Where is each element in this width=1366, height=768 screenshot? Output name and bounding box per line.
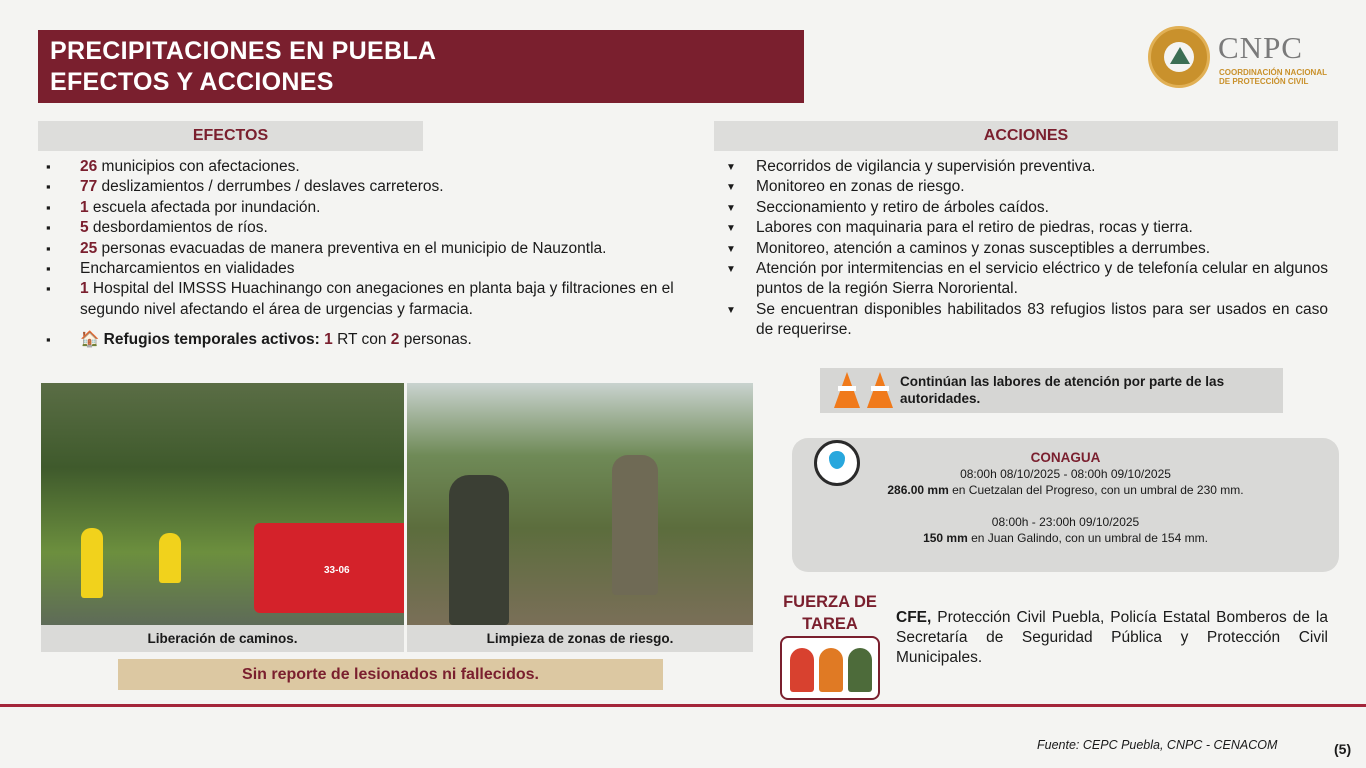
task-force-icon [780,636,880,700]
list-item [46,218,706,238]
conagua-value-1: 286.00 mm [887,483,949,497]
item-text: deslizamientos / derrumbes / deslaves carreteros. [97,178,444,196]
list-item: ▼ Atención por intermitencias en el servicio eléctrico y de telefonía celular en algunos puntos de la región Sierra Nororiental. [726,259,1328,300]
list-item [46,279,706,320]
fuerza-lead: CFE, [896,609,932,626]
item-number: 77 [80,178,98,196]
conagua-panel [792,438,1339,572]
conagua-period-1: 08:00h 08/10/2025 - 08:00h 09/10/2025 [960,467,1171,481]
item-number: 1 [80,198,89,216]
officer-figure [449,475,509,625]
fire-truck [254,523,404,613]
fuerza-title-line-1: FUERZA DE [783,593,877,611]
refugios-rt-text: RT con [332,331,391,349]
item-text: personas evacuadas de manera preventiva en el municipio de Nauzontla. [97,239,607,257]
soldier-icon [848,648,872,692]
acciones-header: ACCIONES [714,121,1338,151]
refugios-personas-number: 2 [390,331,400,349]
logo-subtitle-line-2: DE PROTECCIÓN CIVIL [1219,77,1309,86]
title-line-1: PRECIPITACIONES EN PUEBLA [50,37,437,65]
continuan-banner [820,368,1283,413]
water-drop-icon [814,440,860,486]
conagua-reading-2 [792,530,1339,546]
risk-zone-cleanup-photo [407,383,753,625]
photo-caption: Limpieza de zonas de riesgo. [407,625,753,652]
civil-protection-emblem-icon [1148,26,1210,88]
fuerza-title-line-2: TAREA [802,615,858,633]
fuerza-tarea-title [772,591,888,635]
road-clearing-photo [41,383,404,625]
conagua-value-2: 150 mm [923,531,968,545]
logo-subtitle-line-1: COORDINACIÓN NACIONAL [1219,68,1327,77]
page-number: (5) [1334,741,1352,757]
list-item: ▼ Se encuentran disponibles habilitados 83 refugios listos para ser usados en caso de requerirse. [726,300,1328,341]
logo-acronym: CNPC [1218,30,1303,65]
list-item: ▼ Recorridos de vigilancia y supervisión preventiva. [726,157,1328,177]
refugios-item [46,330,706,350]
list-item: ▼ Labores con maquinaria para el retiro de piedras, rocas y tierra. [726,218,1328,238]
list-item [46,239,706,259]
item-number: 1 [80,280,89,298]
list-item: ▼ Seccionamiento y retiro de árboles caídos. [726,198,1328,218]
footer-divider [0,704,1366,707]
cnpc-logo [1148,26,1348,90]
photo-caption: Liberación de caminos. [41,625,404,652]
rescuer-icon [819,648,843,692]
shelter-icon: 🏠 [80,331,100,349]
conagua-header: CONAGUA [1030,450,1101,465]
list-item [46,198,706,218]
refugios-rt-number: 1 [324,331,333,349]
item-text: municipios con afectaciones. [97,158,300,175]
item-number: 25 [80,239,98,257]
rescuer-figure [159,533,181,583]
conagua-text-2: en Juan Galindo, con un umbral de 154 mm. [967,531,1208,545]
title-line-2: EFECTOS Y ACCIONES [50,68,334,96]
refugios-label: Refugios temporales activos: [103,331,320,349]
sin-reporte-banner: Sin reporte de lesionados ni fallecidos. [118,659,663,690]
continuan-text: Continúan las labores de atención por parte de las autoridades. [900,374,1225,406]
item-number: 26 [80,158,98,175]
traffic-cone-icon [867,372,893,408]
photo-liberacion-caminos [41,383,404,652]
page-title [38,30,804,103]
traffic-cone-icon [834,372,860,408]
efectos-list [46,157,706,351]
list-item: ▼ Monitoreo en zonas de riesgo. [726,177,1328,197]
acciones-list [726,157,1328,341]
list-item [46,177,706,197]
conagua-text-1: en Cuetzalan del Progreso, con un umbral de 230 mm. [948,483,1244,497]
item-text: escuela afectada por inundación. [88,198,321,216]
item-text: Encharcamientos en vialidades [80,260,295,278]
item-number: 5 [80,219,89,237]
item-text: Hospital del IMSSS Huachinango con anegaciones en planta baja y filtraciones en el segundo nivel afectando el área de urgencias y farmacia. [80,280,674,318]
refugios-personas-text: personas. [399,331,472,349]
photo-limpieza-zonas [407,383,753,652]
list-item: ▼ Monitoreo, atención a caminos y zonas susceptibles a derrumbes. [726,239,1328,259]
logo-subtitle [1219,68,1349,86]
conagua-reading-1 [792,482,1339,498]
source-note: Fuente: CEPC Puebla, CNPC - CENACOM [1037,738,1278,752]
fuerza-body: Protección Civil Puebla, Policía Estatal Bomberos de la Secretaría de Seguridad Pública y Protección Civil Municipales. [896,609,1328,666]
rescuer-figure [81,528,103,598]
firefighter-icon [790,648,814,692]
item-text: desbordamientos de ríos. [88,219,268,237]
fuerza-tarea-text [896,608,1328,668]
list-item [46,157,706,177]
officer-figure [612,455,658,595]
efectos-header: EFECTOS [38,121,423,151]
conagua-period-2: 08:00h - 23:00h 09/10/2025 [991,515,1140,529]
list-item [46,259,706,279]
